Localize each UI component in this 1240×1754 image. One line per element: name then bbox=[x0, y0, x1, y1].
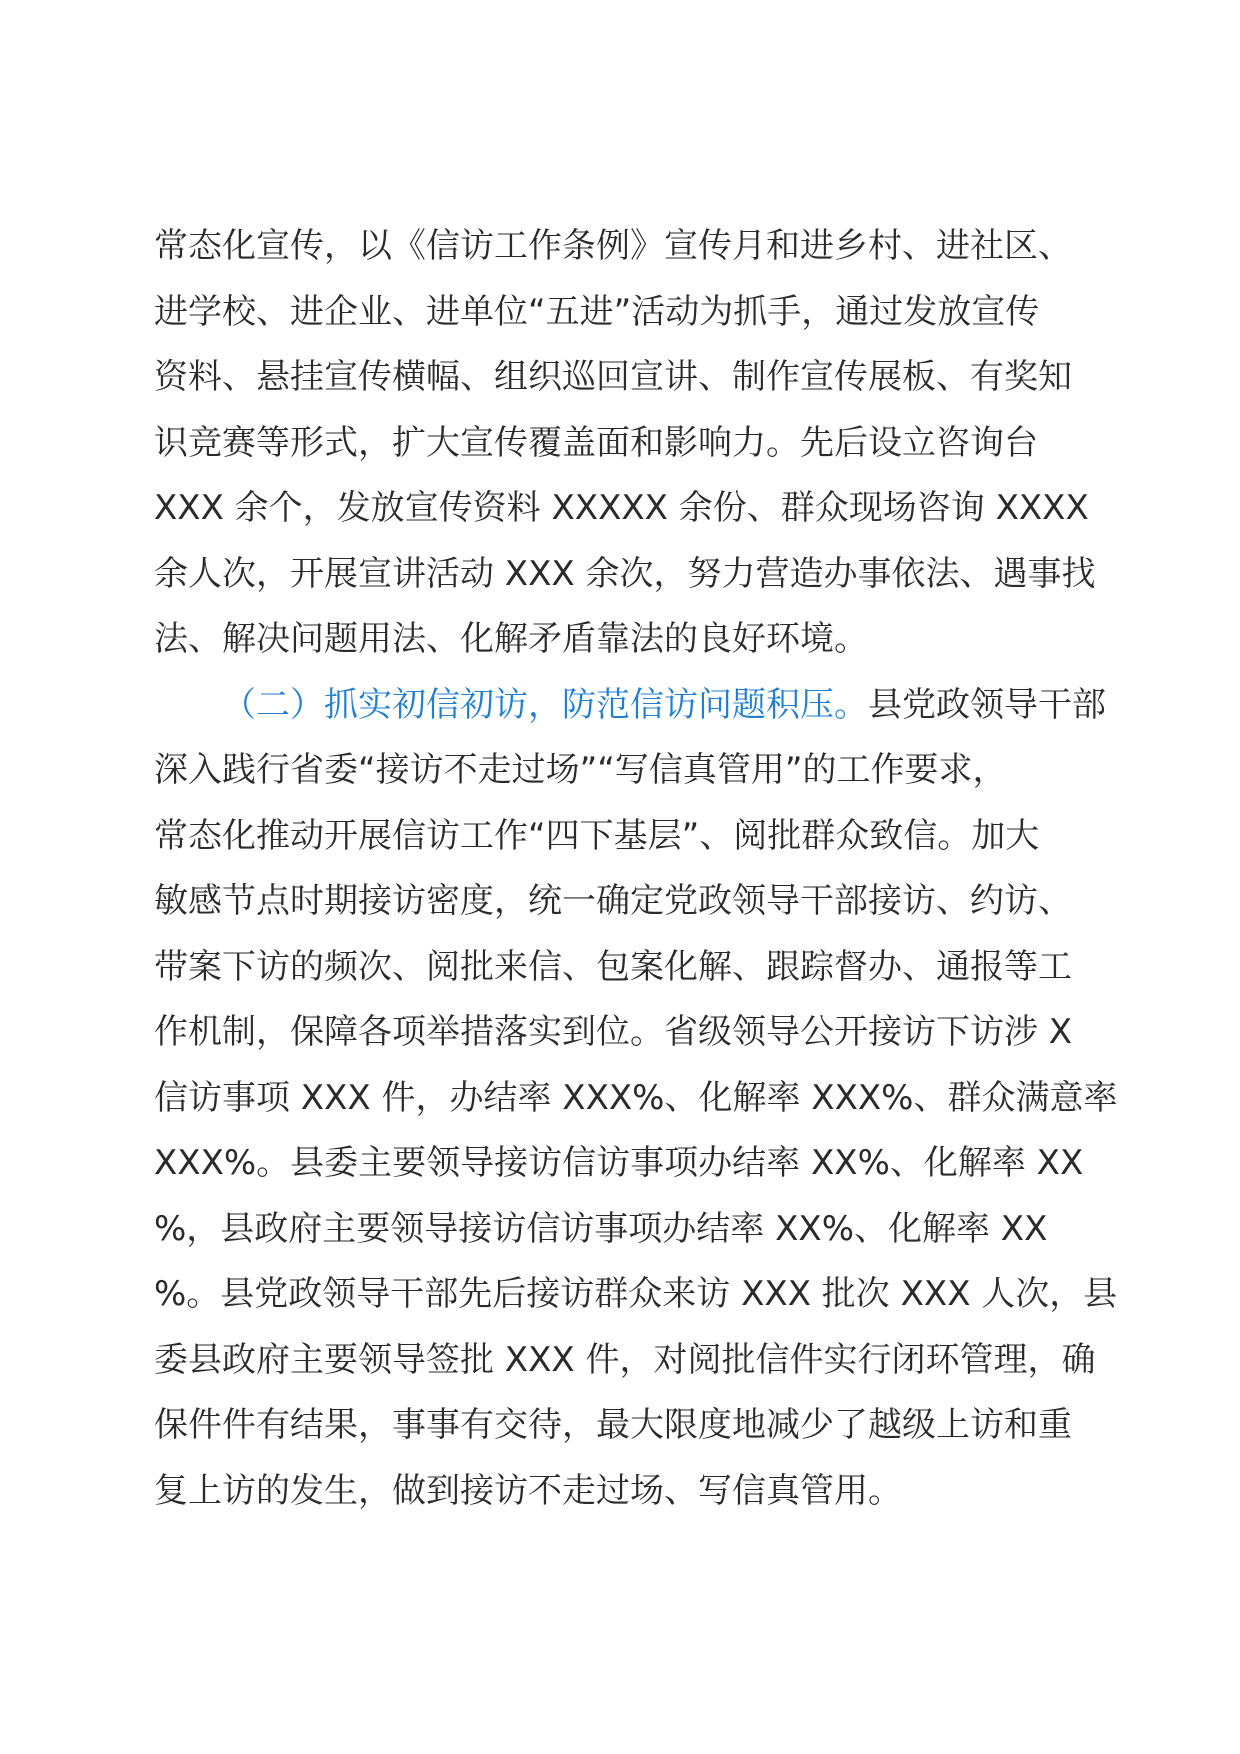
text-line-first bbox=[154, 673, 1106, 739]
text-line: 复上访的发生，做到接访不走过场、写信真管用。 bbox=[154, 1470, 902, 1511]
text-line: 识竞赛等形式，扩大宣传覆盖面和影响力。先后设立咨询台 bbox=[154, 422, 1038, 463]
text-line: 敏感节点时期接访密度，统一确定党政领导干部接访、约访、 bbox=[154, 881, 1072, 921]
section-heading: （二）抓实初信初访，防范信访问题积压。 bbox=[222, 684, 868, 725]
text-line: %，县政府主要领导接访信访事项办结率 XX%、化解率 XX bbox=[154, 1208, 1048, 1249]
text-line: 作机制，保障各项举措落实到位。省级领导公开接访下访涉 X bbox=[154, 1012, 1073, 1052]
text-line: XXX 余个，发放宣传资料 XXXXX 余份、群众现场咨询 XXXX bbox=[154, 488, 1089, 528]
text-line: 带案下访的频次、阅批来信、包案化解、跟踪督办、通报等工 bbox=[154, 946, 1072, 987]
text-line: 进学校、进企业、进单位“五进”活动为抓手，通过发放宣传 bbox=[154, 291, 1040, 332]
text-line: %。县党政领导干部先后接访群众来访 XXX 批次 XXX 人次，县 bbox=[154, 1274, 1118, 1314]
text-line: 常态化推动开展信访工作“四下基层”、阅批群众致信。加大 bbox=[154, 815, 1040, 856]
text-line: XXX%。县委主要领导接访信访事项办结率 XX%、化解率 XX bbox=[154, 1143, 1084, 1183]
document-body bbox=[154, 214, 1118, 1524]
text-line: 信访事项 XXX 件，办结率 XXX%、化解率 XXX%、群众满意率 bbox=[154, 1077, 1118, 1118]
text-line: 余人次，开展宣讲活动 XXX 余次，努力营造办事依法、遇事找 bbox=[154, 553, 1096, 594]
paragraph-publicity bbox=[154, 214, 1094, 673]
text-line: 法、解决问题用法、化解矛盾靠法的良好环境。 bbox=[154, 619, 868, 659]
text-line: 委县政府主要领导签批 XXX 件，对阅批信件实行闭环管理，确 bbox=[154, 1339, 1096, 1380]
text-line: 常态化宣传，以《信访工作条例》宣传月和进乡村、进社区、 bbox=[154, 226, 1072, 266]
text-line: 保件件有结果，事事有交待，最大限度地减少了越级上访和重 bbox=[154, 1405, 1072, 1445]
text-line: 资料、悬挂宣传横幅、组织巡回宣讲、制作宣传展板、有奖知 bbox=[154, 357, 1072, 397]
text-line: 深入践行省委“接访不走过场”“写信真管用”的工作要求， bbox=[154, 750, 1007, 790]
paragraph-initial-petitions bbox=[154, 673, 1118, 1525]
text-run: 县党政领导干部 bbox=[868, 684, 1106, 725]
